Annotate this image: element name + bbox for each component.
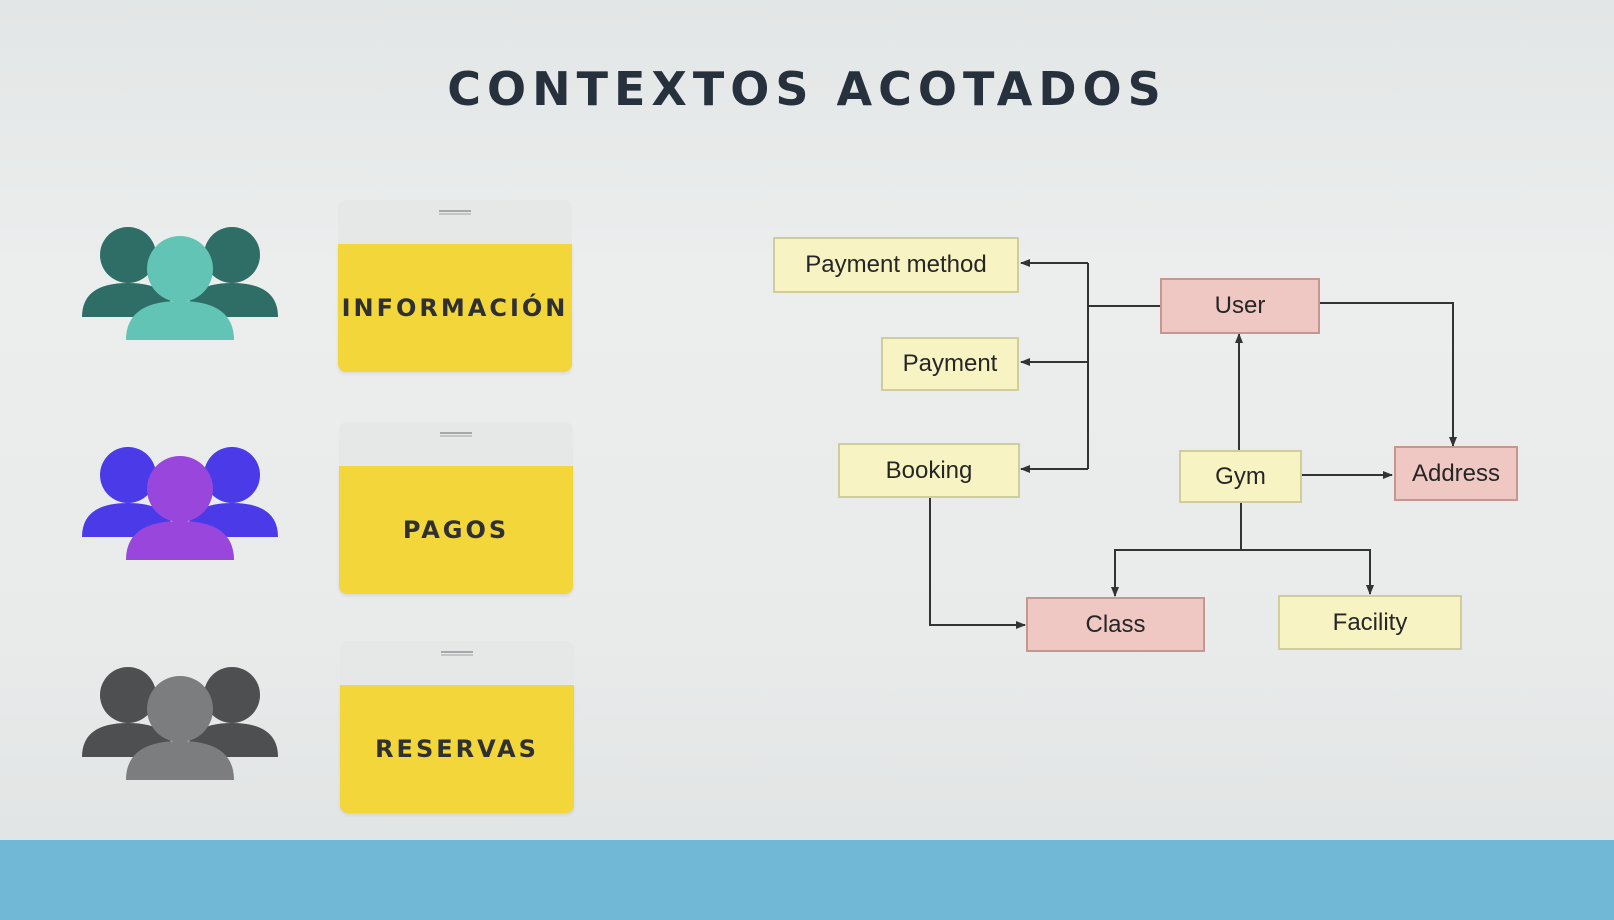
edge-booking-class bbox=[930, 498, 1025, 625]
node-address: Address bbox=[1394, 446, 1518, 501]
edge-gym-facility bbox=[1241, 550, 1370, 594]
node-payment: Payment bbox=[881, 337, 1019, 391]
edge-user-address bbox=[1320, 303, 1453, 446]
card-label: INFORMACIÓN bbox=[338, 244, 572, 372]
node-payment-method: Payment method bbox=[773, 237, 1019, 293]
footer-bar bbox=[0, 840, 1614, 920]
node-user: User bbox=[1160, 278, 1320, 334]
edge-gym-class bbox=[1115, 550, 1241, 596]
node-gym: Gym bbox=[1179, 450, 1302, 503]
node-facility: Facility bbox=[1278, 595, 1462, 650]
card-label: PAGOS bbox=[339, 466, 573, 594]
node-class: Class bbox=[1026, 597, 1205, 652]
card-label: RESERVAS bbox=[340, 685, 574, 813]
page-title: CONTEXTOS ACOTADOS bbox=[447, 62, 1167, 116]
node-booking: Booking bbox=[838, 443, 1020, 498]
